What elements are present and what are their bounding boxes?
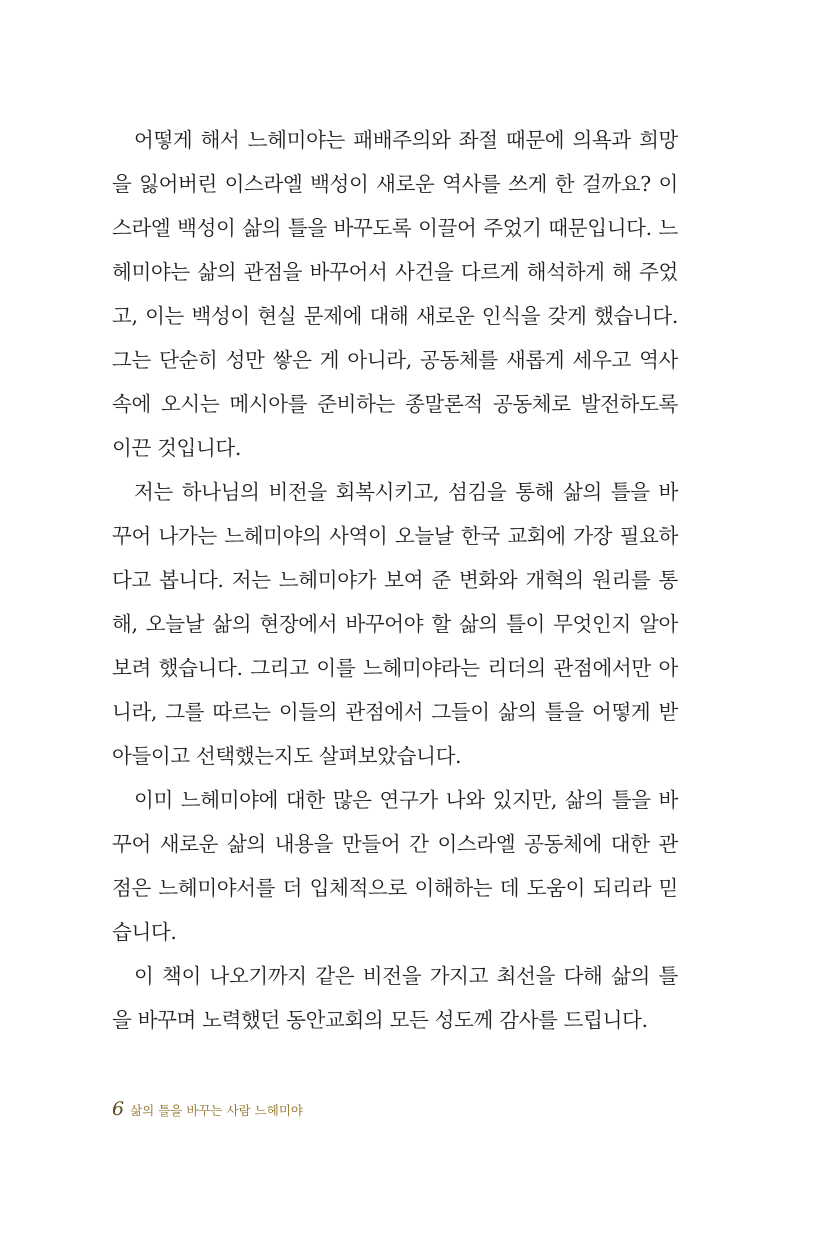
text-line: 저는 하나님의 비전을 회복시키고, 섬김을 통해 삶의 틀을 바 bbox=[134, 480, 678, 504]
text-line: 니라, 그를 따르는 이들의 관점에서 그들이 삶의 틀을 어떻게 받 bbox=[112, 700, 678, 724]
text-line: 을 바꾸며 노력했던 동안교회의 모든 성도께 감사를 드립니다. bbox=[112, 1008, 648, 1032]
text-line: 이끈 것입니다. bbox=[112, 436, 242, 460]
text-line: 아들이고 선택했는지도 살펴보았습니다. bbox=[112, 744, 462, 768]
page-footer bbox=[112, 1098, 303, 1122]
text-line: 스라엘 백성이 삶의 틀을 바꾸도록 이끌어 주었기 때문입니다. 느 bbox=[112, 216, 678, 240]
text-line: 고, 이는 백성이 현실 문제에 대해 새로운 인식을 갖게 했습니다. bbox=[112, 304, 678, 328]
text-line: 꾸어 나가는 느헤미야의 사역이 오늘날 한국 교회에 가장 필요하 bbox=[112, 524, 678, 548]
text-line: 을 잃어버린 이스라엘 백성이 새로운 역사를 쓰게 한 걸까요? 이 bbox=[112, 172, 678, 196]
text-line: 점은 느헤미야서를 더 입체적으로 이해하는 데 도움이 되리라 믿 bbox=[112, 876, 678, 900]
text-line: 해, 오늘날 삶의 현장에서 바꾸어야 할 삶의 틀이 무엇인지 알아 bbox=[112, 612, 678, 636]
page-number: 6 bbox=[112, 1098, 125, 1120]
paragraph bbox=[112, 954, 678, 1042]
running-title: 삶의 틀을 바꾸는 사람 느헤미야 bbox=[130, 1103, 303, 1118]
body-text bbox=[112, 118, 678, 1042]
text-line: 습니다. bbox=[112, 920, 177, 944]
text-line: 어떻게 해서 느헤미야는 패배주의와 좌절 때문에 의욕과 희망 bbox=[134, 128, 678, 152]
text-line: 헤미야는 삶의 관점을 바꾸어서 사건을 다르게 해석하게 해 주었 bbox=[112, 260, 678, 284]
paragraph bbox=[112, 470, 678, 778]
text-line: 보려 했습니다. 그리고 이를 느헤미야라는 리더의 관점에서만 아 bbox=[112, 656, 678, 680]
text-line: 꾸어 새로운 삶의 내용을 만들어 간 이스라엘 공동체에 대한 관 bbox=[112, 832, 678, 856]
text-line: 그는 단순히 성만 쌓은 게 아니라, 공동체를 새롭게 세우고 역사 bbox=[112, 348, 678, 372]
text-line: 속에 오시는 메시아를 준비하는 종말론적 공동체로 발전하도록 bbox=[112, 392, 678, 416]
text-line: 이 책이 나오기까지 같은 비전을 가지고 최선을 다해 삶의 틀 bbox=[134, 964, 678, 988]
text-line: 이미 느헤미야에 대한 많은 연구가 나와 있지만, 삶의 틀을 바 bbox=[134, 788, 678, 812]
text-line: 다고 봅니다. 저는 느헤미야가 보여 준 변화와 개혁의 원리를 통 bbox=[112, 568, 678, 592]
paragraph bbox=[112, 118, 678, 470]
paragraph bbox=[112, 778, 678, 954]
